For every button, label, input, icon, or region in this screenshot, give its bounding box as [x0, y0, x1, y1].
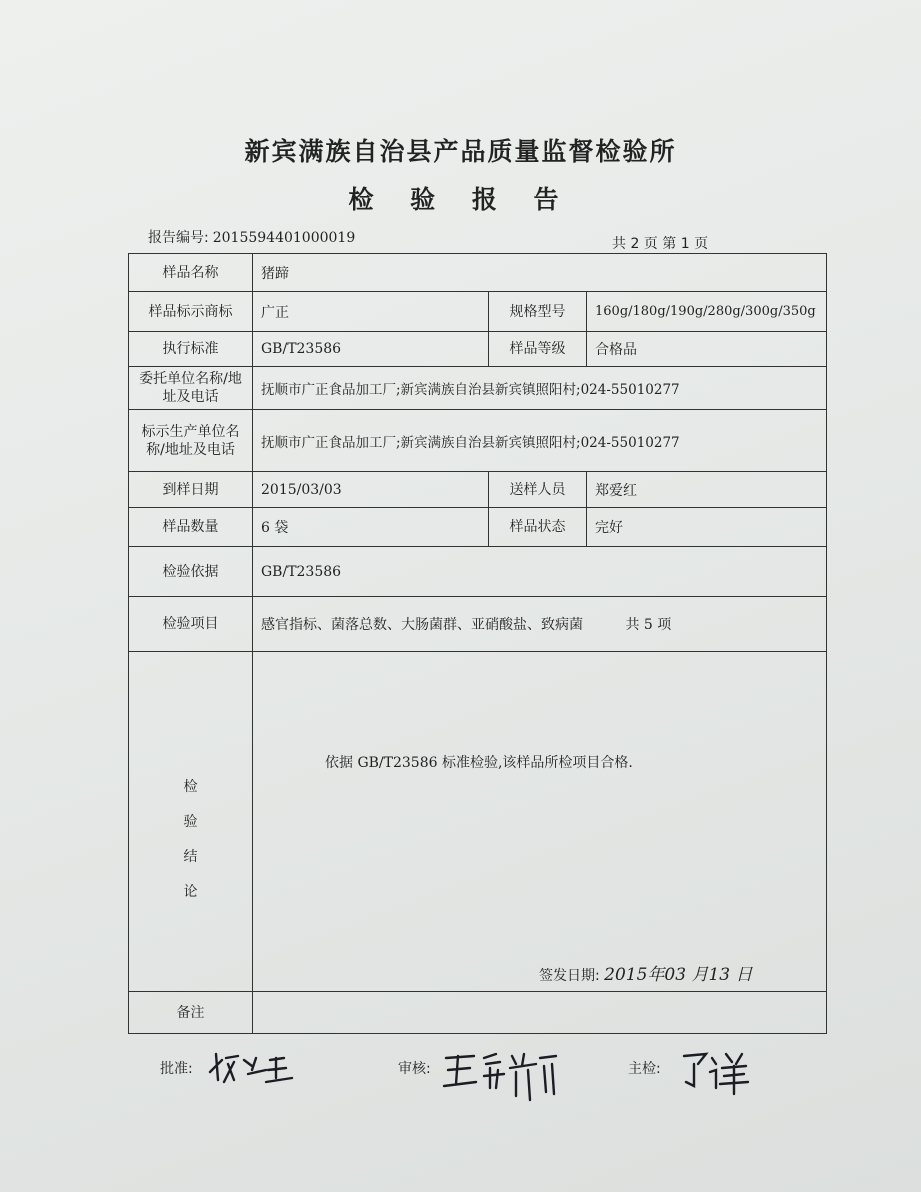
producer-value: 抚顺市广正食品加工厂;新宾满族自治县新宾镇照阳村;024-55010277 [253, 410, 827, 472]
conclusion-label-char: 论 [183, 883, 198, 900]
conclusion-label-char: 检 [183, 778, 198, 795]
producer-label: 标示生产单位名称/地址及电话 [129, 410, 253, 472]
sample-name-value: 猪蹄 [253, 254, 827, 292]
arrival-date-label: 到样日期 [129, 472, 253, 508]
arrival-date-value: 2015/03/03 [253, 472, 489, 508]
row-sample-name [129, 254, 827, 292]
review-label: 审核: [398, 1061, 431, 1077]
conclusion-label-char: 验 [183, 813, 198, 830]
remarks-label: 备注 [129, 992, 253, 1034]
review-signature [440, 1044, 570, 1102]
trademark-label: 样品标示商标 [129, 292, 253, 332]
report-number [148, 227, 355, 247]
items-count: 共 5 项 [625, 617, 672, 633]
row-remarks [129, 992, 827, 1034]
remarks-value [253, 992, 827, 1034]
report-title: 检 验 报 告 [348, 185, 573, 214]
conclusion-label [129, 652, 253, 992]
client-value: 抚顺市广正食品加工厂;新宾满族自治县新宾镇照阳村;024-55010277 [253, 367, 827, 410]
row-quantity [129, 508, 827, 547]
row-arrival [129, 472, 827, 508]
report-number-label: 报告编号: [148, 230, 209, 246]
row-items [129, 597, 827, 652]
spec-label: 规格型号 [489, 292, 587, 332]
sign-date [539, 960, 753, 985]
row-client [129, 367, 827, 410]
conclusion-label-char: 结 [183, 848, 198, 865]
sender-label: 送样人员 [489, 472, 587, 508]
grade-value: 合格品 [587, 332, 827, 367]
items-value [253, 597, 827, 652]
row-conclusion [129, 652, 827, 992]
conclusion-cell [253, 652, 827, 992]
inspector-signature [676, 1042, 756, 1098]
report-number-value: 2015594401000019 [212, 230, 356, 246]
quantity-label: 样品数量 [129, 508, 253, 547]
sample-name-label: 样品名称 [129, 254, 253, 292]
row-producer [129, 410, 827, 472]
standard-value: GB/T23586 [253, 332, 489, 367]
state-label: 样品状态 [489, 508, 587, 547]
approve-label: 批准: [160, 1061, 193, 1077]
sender-value: 郑爱红 [587, 472, 827, 508]
items-label: 检验项目 [129, 597, 253, 652]
basis-value: GB/T23586 [253, 547, 827, 597]
sign-date-label: 签发日期: [539, 968, 600, 984]
client-label: 委托单位名称/地址及电话 [129, 367, 253, 410]
items-list: 感官指标、菌落总数、大肠菌群、亚硝酸盐、致病菌 [261, 617, 583, 633]
trademark-value: 广正 [253, 292, 489, 332]
sign-date-handwritten: 2015年03 月13 日 [604, 965, 753, 985]
row-basis [129, 547, 827, 597]
row-standard [129, 332, 827, 367]
approve-signature [204, 1040, 304, 1090]
report-form-table [128, 253, 827, 1034]
basis-label: 检验依据 [129, 547, 253, 597]
inspector-label: 主检: [628, 1061, 661, 1077]
row-trademark [129, 292, 827, 332]
conclusion-text: 依据 GB/T23586 标准检验,该样品所检项目合格. [325, 755, 633, 771]
standard-label: 执行标准 [129, 332, 253, 367]
page-info: 共 2 页 第 1 页 [612, 236, 709, 252]
grade-label: 样品等级 [489, 332, 587, 367]
quantity-value: 6 袋 [253, 508, 489, 547]
spec-value: 160g/180g/190g/280g/300g/350g [587, 292, 827, 332]
institution-title: 新宾满族自治县产品质量监督检验所 [244, 137, 677, 166]
state-value: 完好 [587, 508, 827, 547]
